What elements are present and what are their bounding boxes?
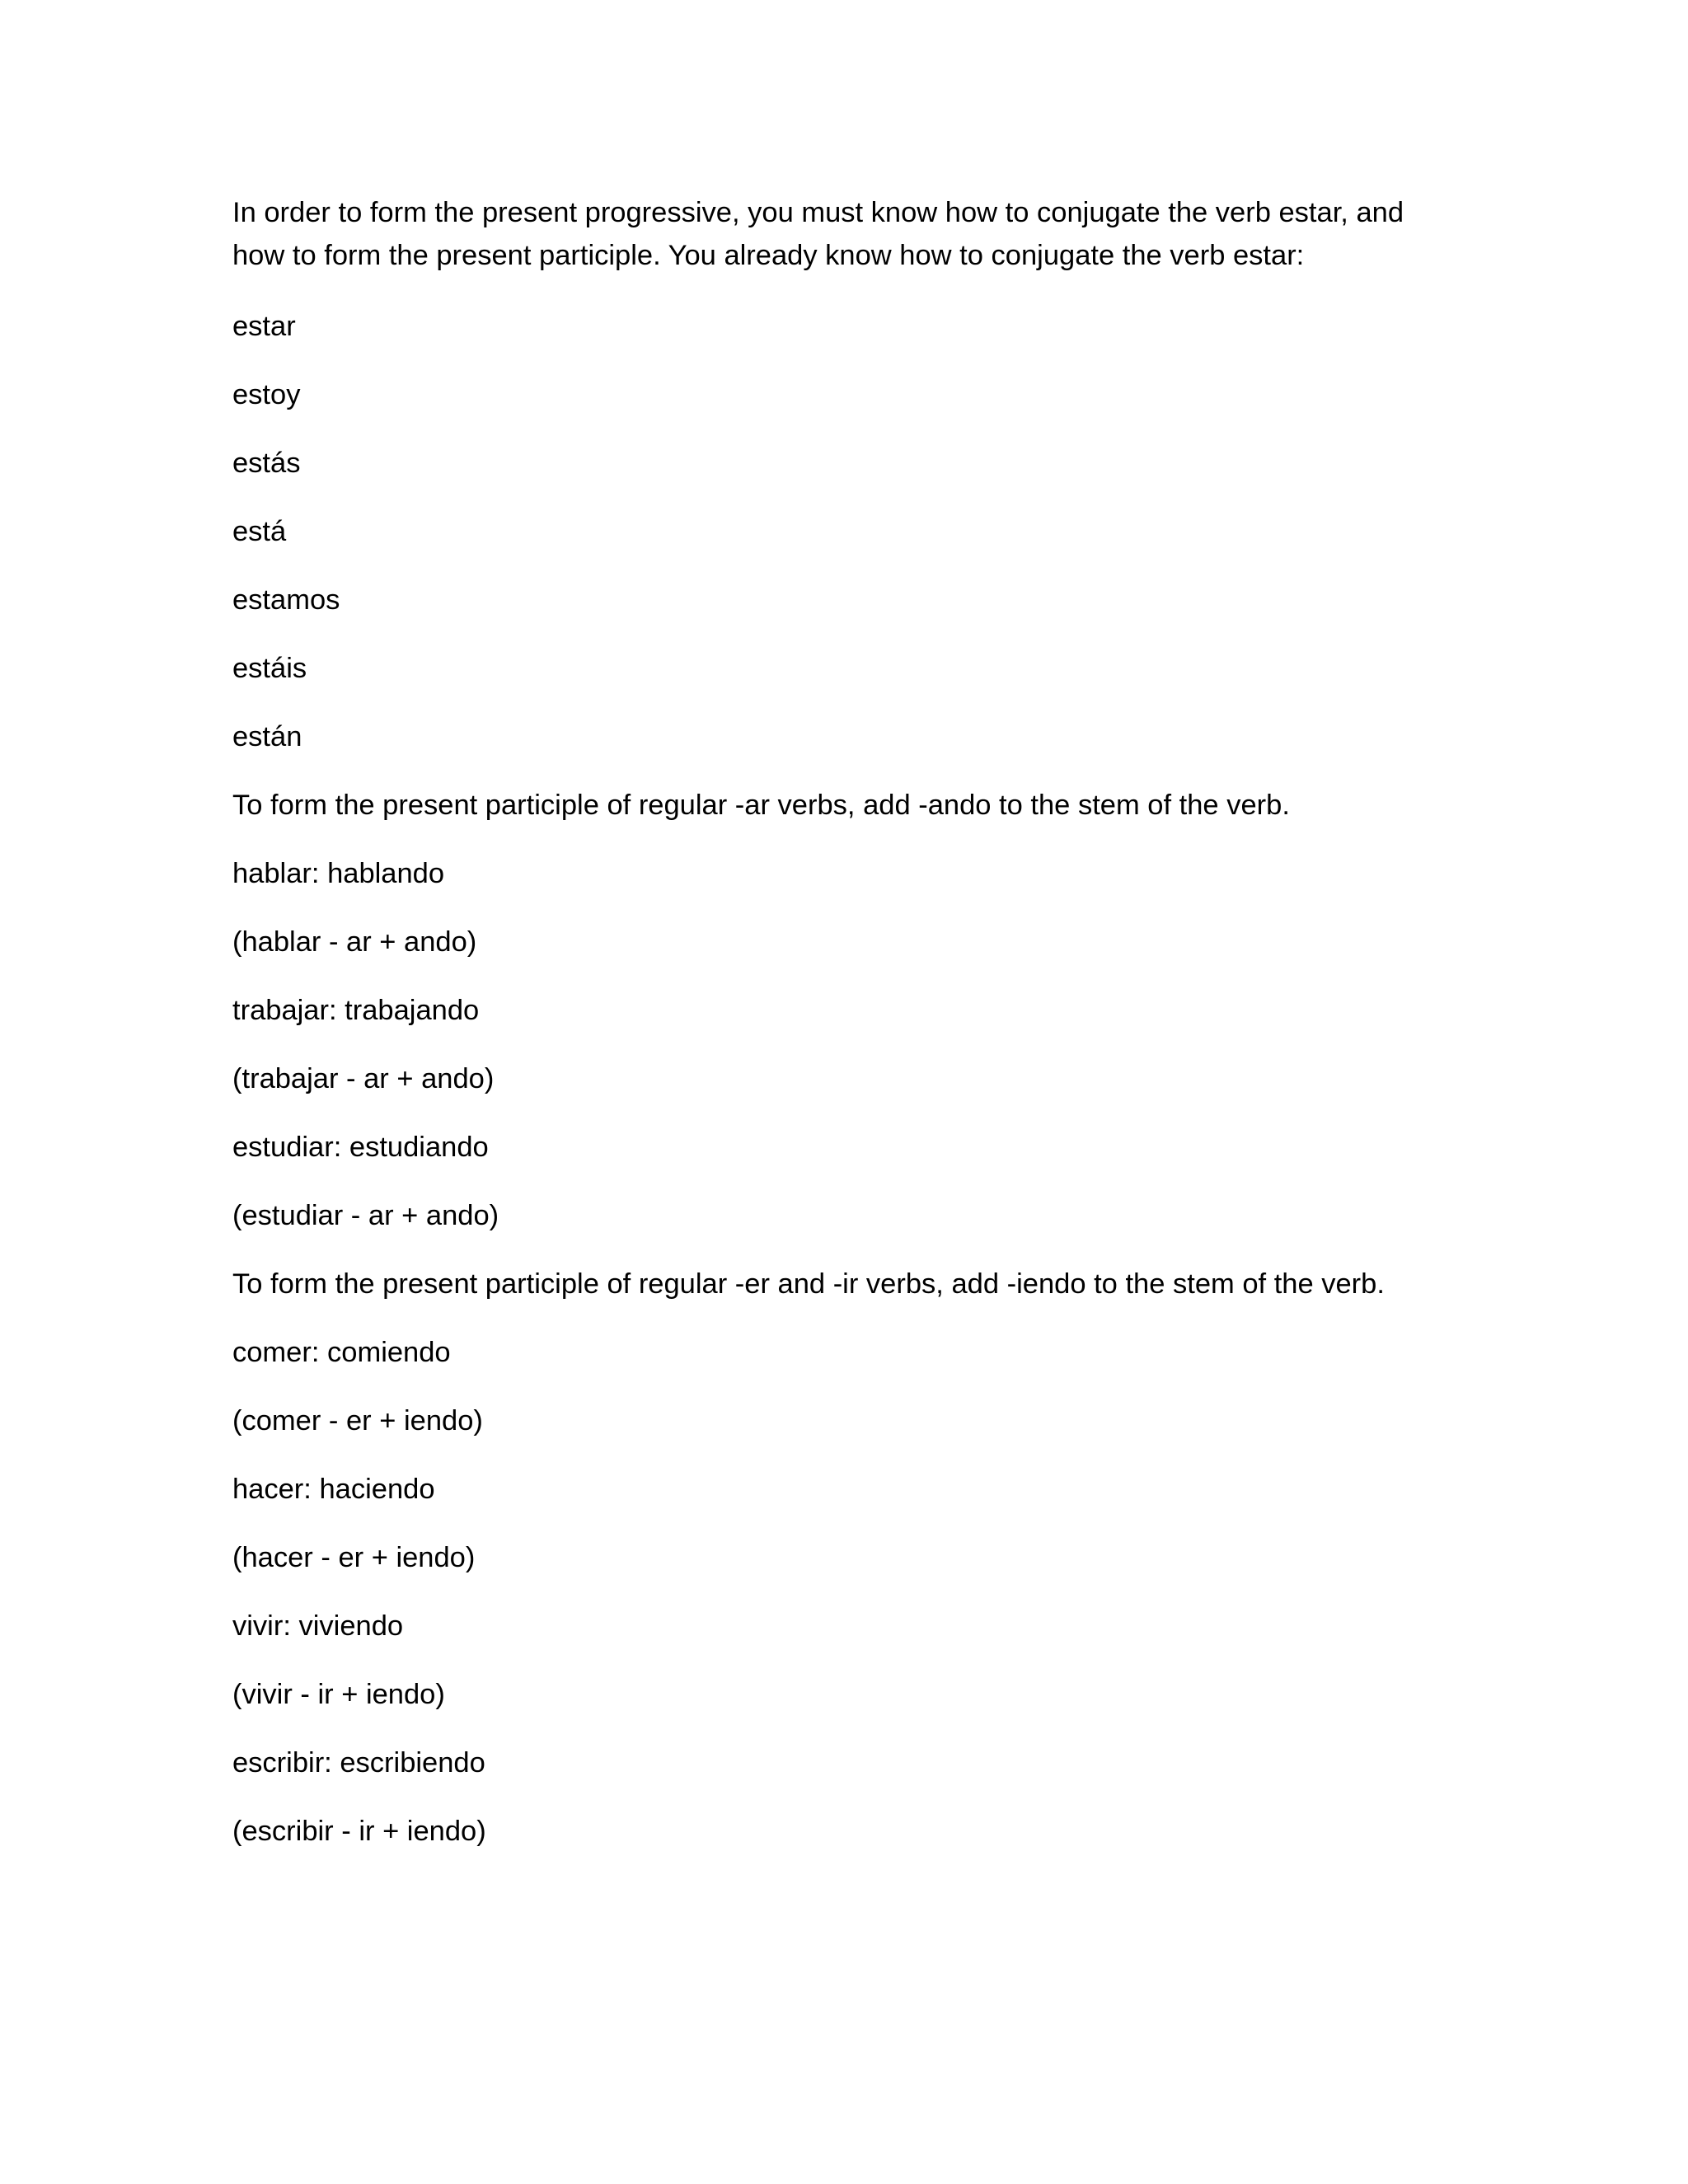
estar-form-tu: estás (232, 448, 301, 479)
ar-example-derivation: (estudiar - ar + ando) (232, 1200, 499, 1231)
ar-rule-paragraph: To form the present participle of regular -ar verbs, add -ando to the stem of the verb. (232, 790, 1290, 821)
er-ir-example-derivation: (vivir - ir + iendo) (232, 1679, 445, 1710)
estar-form-el: está (232, 516, 287, 547)
estar-form-yo: estoy (232, 379, 301, 410)
er-ir-example-derivation: (comer - er + iendo) (232, 1405, 483, 1436)
er-ir-rule-paragraph: To form the present participle of regular -er and -ir verbs, add -iendo to the stem of the verb. (232, 1268, 1385, 1300)
ar-example-derivation: (hablar - ar + ando) (232, 926, 477, 958)
ar-example: estudiar: estudiando (232, 1132, 489, 1163)
er-ir-example: hacer: haciendo (232, 1474, 435, 1505)
estar-heading: estar (232, 311, 296, 342)
er-ir-example-derivation: (hacer - er + iendo) (232, 1542, 476, 1573)
estar-form-nosotros: estamos (232, 584, 340, 616)
estar-form-vosotros: estáis (232, 653, 307, 684)
er-ir-example: vivir: viviendo (232, 1610, 404, 1642)
er-ir-example: comer: comiendo (232, 1337, 451, 1368)
intro-paragraph: In order to form the present progressive, you must know how to conjugate the verb estar, and how to form the present participle. You already know how to conjugate the verb estar: (232, 197, 1404, 271)
estar-form-ellos: están (232, 721, 302, 752)
ar-example-derivation: (trabajar - ar + ando) (232, 1063, 495, 1094)
er-ir-example: escribir: escribiendo (232, 1747, 485, 1779)
document-body (232, 191, 1469, 1878)
ar-example: trabajar: trabajando (232, 995, 480, 1026)
er-ir-example-derivation: (escribir - ir + iendo) (232, 1816, 486, 1847)
ar-example: hablar: hablando (232, 858, 445, 889)
